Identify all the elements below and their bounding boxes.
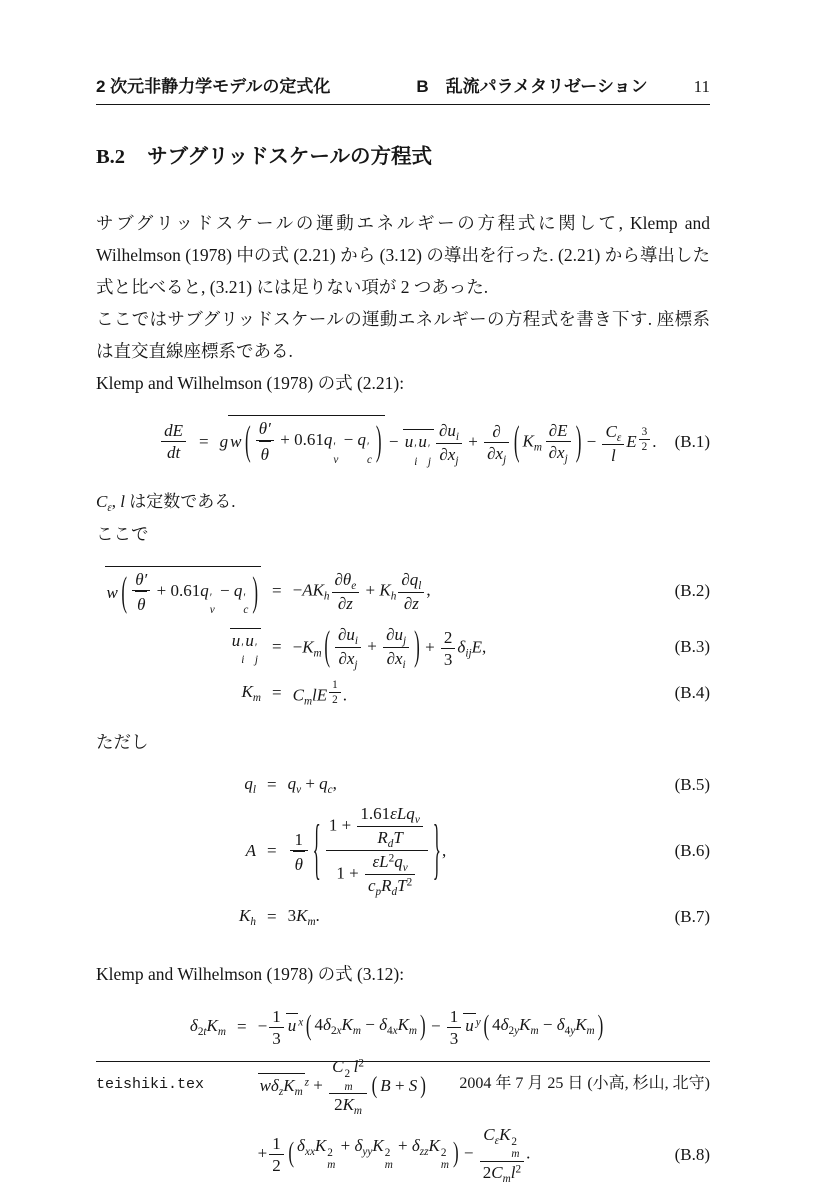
equation-tag: (B.4) bbox=[674, 682, 710, 702]
running-header bbox=[96, 78, 710, 97]
equation-lhs: $K_m$ bbox=[241, 681, 261, 704]
equation-lhs: $\delta_{2t}K_m$ bbox=[189, 1016, 226, 1039]
header-appendix-title: B 乱流パラメタリゼーション bbox=[416, 77, 648, 96]
equation-row bbox=[96, 624, 710, 671]
equation-lhs: w ( $\frac{\theta'}{\theta}$ + 0.61q ′ v − q ′ c ) bbox=[96, 566, 261, 617]
equation-lhs: A bbox=[245, 840, 256, 860]
constants-note bbox=[96, 486, 710, 518]
header-right-group bbox=[416, 78, 710, 97]
equation-row bbox=[96, 566, 710, 617]
equation-rhs: − $\frac{1}{3}$ u $^x$ ( $4\delta_{2x}K_m - \delta_{4x}K_m$ ) − $\frac{1}{3}$ u $^y$ ( $4\delta_{2y}K_m - \delta_{4y}K_m$ ) bbox=[257, 1006, 604, 1048]
equation-row bbox=[96, 906, 710, 928]
paragraph-coordinates: ここではサブグリッドスケールの運動エネルギーの方程式を書き下す. 座標系は直交直線座標系である. bbox=[96, 309, 710, 362]
footer-row bbox=[96, 1070, 710, 1093]
equation-relation: = bbox=[199, 431, 209, 451]
tadashi-text: ただし bbox=[96, 731, 149, 752]
equation-row bbox=[96, 774, 710, 796]
equation-rhs: g w ( $\frac{\theta'}{\theta}$ + 0.61q ′ v − q ′ c ) − u ′ i u ′ j $\frac{\partial u_i}{\partial x_j}$ + $\frac{\partial}{\partial x_j}$ ( $K_m$ $\frac{\partial E}{\partial x_j}$ ) − $\frac{C_\varepsilon}{l}$ E $^{\frac{3}{2}}$ . bbox=[220, 415, 657, 468]
page-number: 11 bbox=[693, 77, 710, 96]
equation-lhs: $\frac{dE}{dt}$ bbox=[96, 420, 188, 464]
equation-relation: = bbox=[272, 637, 282, 657]
section-number: B.2 bbox=[96, 145, 126, 168]
equation-tag: (B.2) bbox=[674, 581, 710, 601]
eq312-intro-text: Klemp and Wilhelmson (1978) の式 (3.12): bbox=[96, 963, 405, 984]
footer-rule bbox=[96, 1061, 710, 1062]
paragraph-derivation: サブグリッドスケールの運動エネルギーの方程式に関して, Klemp and Wilhelmson (1978) 中の式 (2.21) から (3.12) の導出を行った. (2.21) から導出した式と比べると, (3.21) には足りない項が 2 つあった. bbox=[96, 213, 710, 298]
equation-tag: (B.8) bbox=[674, 1144, 710, 1164]
equations-b2-b4 bbox=[96, 566, 710, 708]
section-heading bbox=[96, 145, 710, 170]
equation-row bbox=[96, 803, 710, 899]
section-title: サブグリッドスケールの方程式 bbox=[147, 144, 433, 168]
footer-filename: teishiki.tex bbox=[96, 1076, 205, 1093]
footer-date-authors: 2004 年 7 月 25 日 (小高, 杉山, 北守) bbox=[459, 1075, 710, 1092]
equation-b1 bbox=[96, 415, 710, 468]
header-rule bbox=[96, 104, 710, 105]
equation-rhs: + $\frac{1}{2}$ ( $\delta_{xx}K$ 2 m + $\delta_{yy}K$ 2 m + $\delta_{zz}K$ 2 m ) − $C_\varepsilon K$ 2 m $2C_ml^2$ . bbox=[257, 1125, 531, 1185]
equation-rhs: $-AK_h$ $\frac{\partial\theta_e}{\partial z}$ + $K_h$ $\frac{\partial q_l}{\partial z}$ , bbox=[292, 569, 431, 613]
equation-rhs: $-K_m$ ( $\frac{\partial u_i}{\partial x_j}$ + $\frac{\partial u_j}{\partial x_i}$ ) + $\frac{2}{3}$ $\delta_{ij}E$, bbox=[292, 623, 487, 671]
equation-tag: (B.6) bbox=[674, 840, 710, 860]
equation-rhs: $C_mlE$ $^{\frac{1}{2}}$ . bbox=[292, 679, 348, 708]
equation-row bbox=[96, 415, 710, 468]
equation-row bbox=[96, 1006, 710, 1050]
equation-relation: = bbox=[267, 840, 277, 860]
equation-relation: = bbox=[272, 682, 282, 702]
equation-tag: (B.3) bbox=[674, 637, 710, 657]
equation-rhs: $q_v + q_c$, bbox=[287, 773, 337, 796]
equation-relation: = bbox=[267, 906, 277, 926]
equation-relation: = bbox=[272, 581, 282, 601]
kokode-text: ここで bbox=[96, 523, 149, 544]
equation-lhs: u ′ i u ′ j bbox=[96, 628, 261, 667]
equation-tag: (B.5) bbox=[674, 774, 710, 794]
equation-relation: = bbox=[237, 1017, 247, 1037]
equation-relation: = bbox=[267, 774, 277, 794]
equation-tag: (B.1) bbox=[674, 431, 710, 451]
header-section-title: 2 次元非静力学モデルの定式化 bbox=[96, 77, 331, 96]
equation-lhs: $q_l$ bbox=[244, 773, 256, 796]
equation-rhs: $\frac{1}{\theta}$ { 1 + $\frac{1.61\varepsilon Lq_v}{R_dT}$ 1 + $\frac{\varepsilon L^2q_v}{c_pR_dT^2}$ } , bbox=[288, 803, 447, 899]
equation-tag: (B.7) bbox=[674, 906, 710, 926]
equation-b8 bbox=[96, 1006, 710, 1185]
page-footer bbox=[96, 1061, 710, 1093]
eq221-intro-text: Klemp and Wilhelmson (1978) の式 (2.21): bbox=[96, 373, 405, 394]
equations-b5-b7 bbox=[96, 774, 710, 928]
equation-rhs: $w\delta_zK_m^z$ + C 2 m $l^2$ $2K_m$ ( B + S ) bbox=[259, 1057, 426, 1117]
constants-note-math: $C_\varepsilon$, l は定数である. bbox=[96, 491, 236, 514]
equation-row bbox=[96, 678, 710, 708]
equation-lhs: $K_h$ bbox=[239, 905, 256, 928]
equation-rhs: $3K_m$. bbox=[287, 905, 320, 928]
equation-row bbox=[96, 1124, 710, 1185]
